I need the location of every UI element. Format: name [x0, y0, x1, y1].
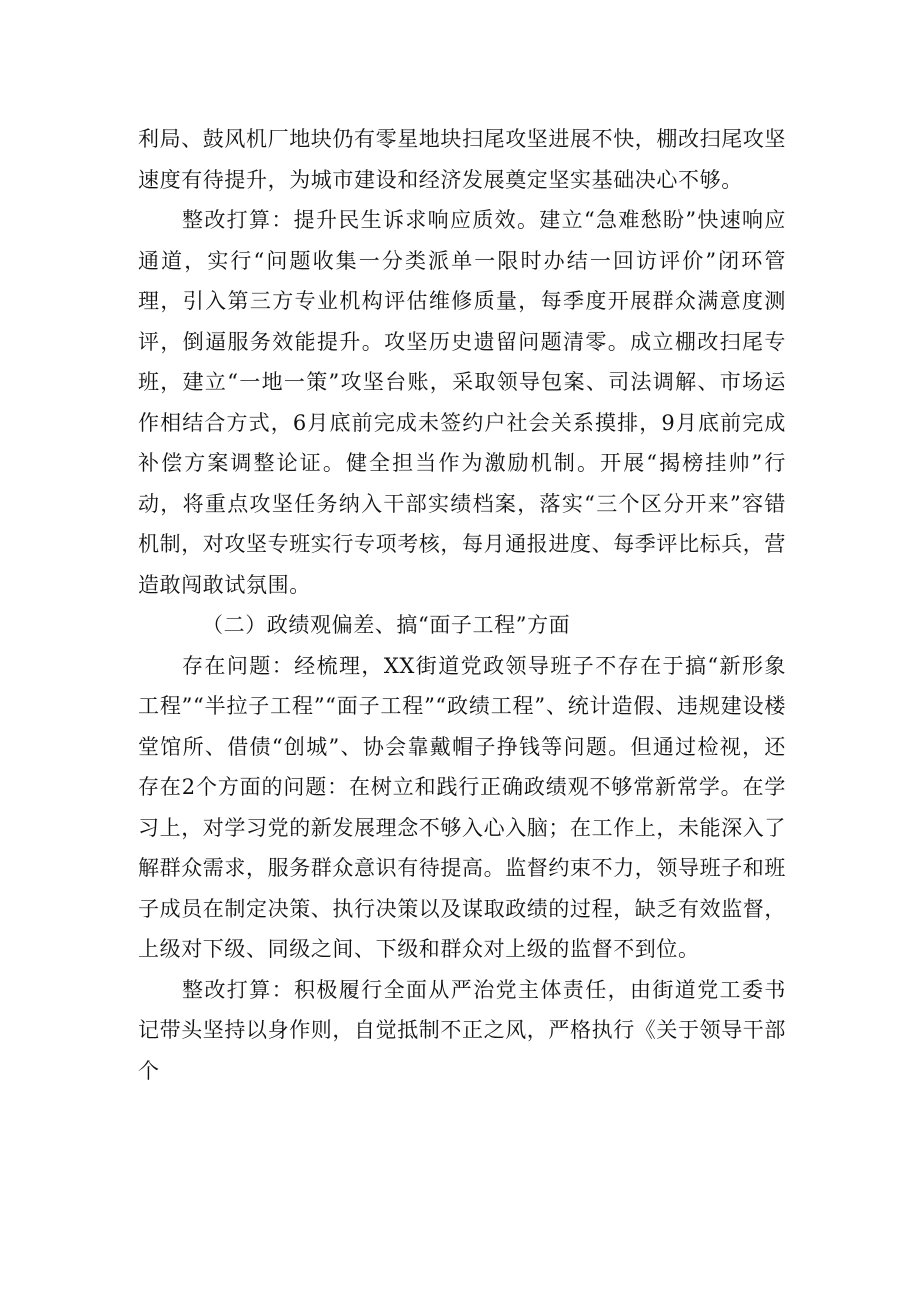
document-body	[138, 119, 786, 1091]
paragraph-continuation: 利局、鼓风机厂地块仍有零星地块扫尾攻坚进展不快，棚改扫尾攻坚速度有待提升，为城市建设和经济发展奠定坚实基础决心不够。	[138, 127, 786, 192]
paragraph-rectification-plan: 整改打算：提升民生诉求响应质效。建立“急难愁盼”快速响应通道，实行“问题收集一分类派单一限时办结一回访评价”闭环管理，引入第三方专业机构评估维修质量，每季度开展群众满意度测评，倒逼服务效能提升。攻坚历史遗留问题清零。成立棚改扫尾专班，建立“一地一策”攻坚台账，采取领导包案、司法调解、市场运作相结合方式，6月底前完成未签约户社会关系摸排，9月底前完成补偿方案调整论证。健全担当作为激励机制。开展“揭榜挂帅”行动，将重点攻坚任务纳入干部实绩档案，落实“三个区分开来”容错机制，对攻坚专班实行专项考核，每月通报进度、每季评比标兵，营造敢闯敢试氛围。	[138, 208, 786, 597]
section-heading: （二）政绩观偏差、搞“面子工程”方面	[202, 613, 571, 637]
paragraph-existing-problems: 存在问题：经梳理，XX街道党政领导班子不存在于搞“新形象工程”“半拉子工程”“面子工程”“政绩工程”、统计造假、违规建设楼堂馆所、借债“创城”、协会靠戴帽子挣钱等问题。但通过检视，还存在2个方面的问题：在树立和践行正确政绩观不够常新常学。在学习上，对学习党的新发展理念不够入心入脑；在工作上，未能深入了解群众需求，服务群众意识有待提高。监督约束不力，领导班子和班子成员在制定决策、执行决策以及谋取政绩的过程，缺乏有效监督，上级对下级、同级之间、下级和群众对上级的监督不到位。	[138, 653, 786, 961]
paragraph-rectification-plan-2: 整改打算：积极履行全面从严治党主体责任，由街道党工委书记带头坚持以身作则，自觉抵制不正之风，严格执行《关于领导干部个	[138, 977, 786, 1083]
